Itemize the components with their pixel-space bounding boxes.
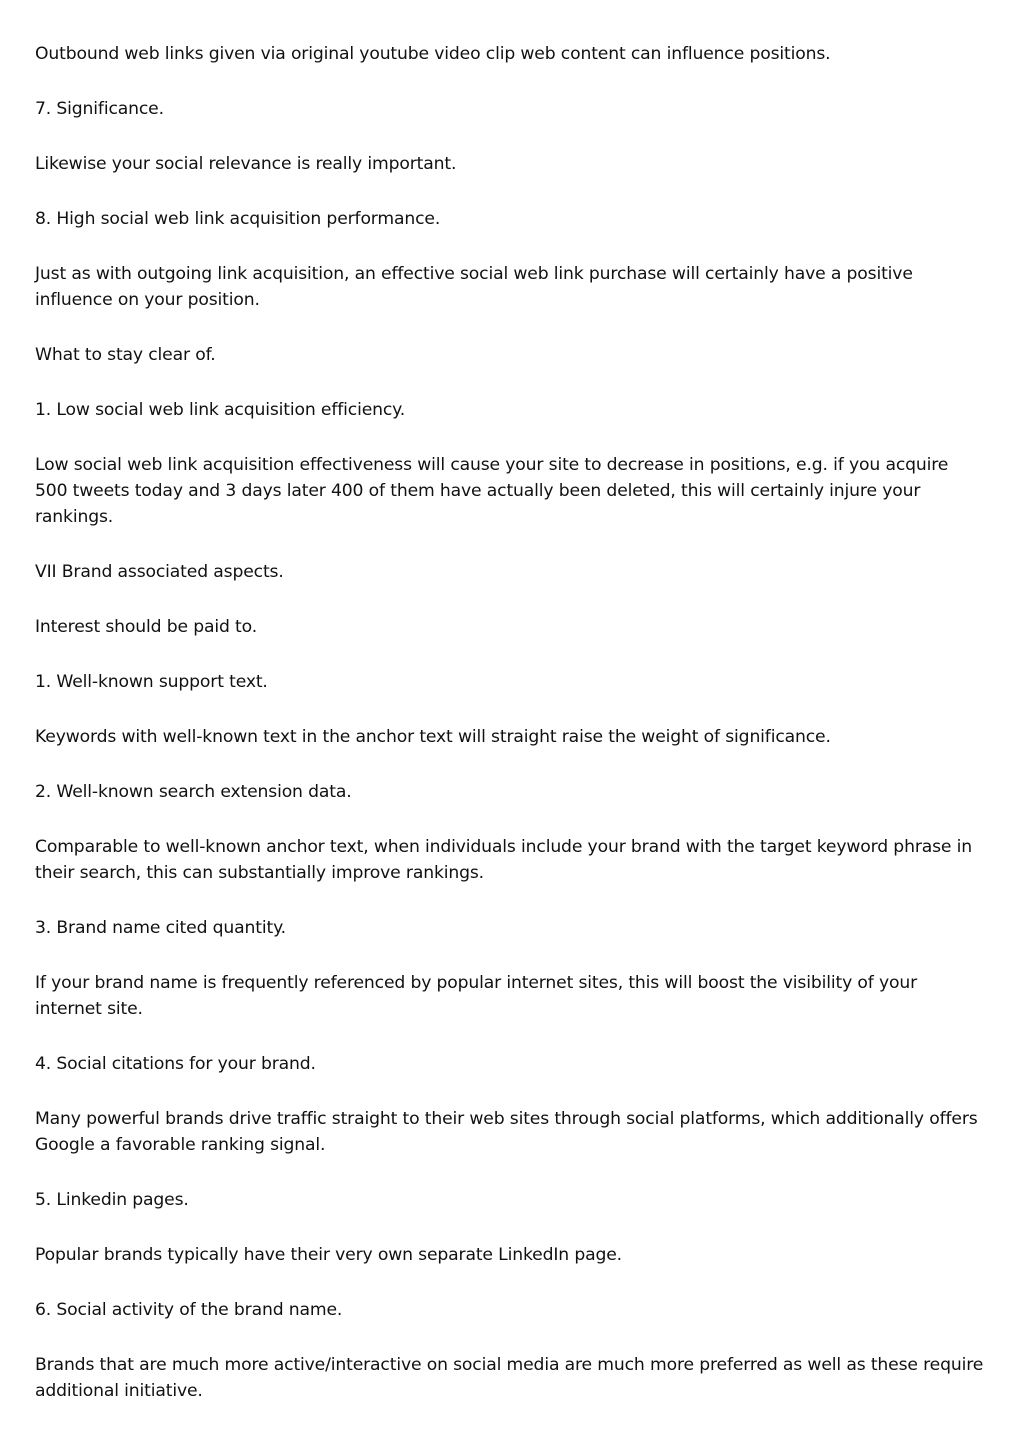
paragraph: Keywords with well-known text in the anchor text will straight raise the weight of significance. [35, 727, 831, 747]
section-heading: 2. Well-known search extension data. [35, 782, 352, 802]
section-heading: Interest should be paid to. [35, 617, 258, 637]
section-heading: 7. Significance. [35, 99, 164, 119]
document-page [35, 41, 985, 1433]
paragraph: Outbound web links given via original youtube video clip web content can influence positions. [35, 44, 831, 64]
section-heading: VII Brand associated aspects. [35, 562, 284, 582]
section-heading: 5. Linkedin pages. [35, 1190, 189, 1210]
paragraph: Comparable to well-known anchor text, when individuals include your brand with the target keyword phrase in their search, this can substantially improve rankings. [35, 837, 973, 883]
section-heading: 3. Brand name cited quantity. [35, 918, 286, 938]
section-heading: 6. Social activity of the brand name. [35, 1300, 343, 1320]
paragraph: Just as with outgoing link acquisition, an effective social web link purchase will certainly have a positive influence on your position. [35, 264, 913, 310]
paragraph: Likewise your social relevance is really important. [35, 154, 457, 174]
section-heading: 4. Social citations for your brand. [35, 1054, 316, 1074]
paragraph: Popular brands typically have their very own separate LinkedIn page. [35, 1245, 622, 1265]
section-heading: 1. Low social web link acquisition efficiency. [35, 400, 406, 420]
paragraph: Low social web link acquisition effectiveness will cause your site to decrease in positions, e.g. if you acquire 500 tweets today and 3 days later 400 of them have actually been deleted, this will certainly injure your rankings. [35, 455, 949, 527]
paragraph: Brands that are much more active/interactive on social media are much more preferred as well as these require additional initiative. [35, 1355, 984, 1401]
section-heading: 1. Well-known support text. [35, 672, 268, 692]
paragraph: Many powerful brands drive traffic straight to their web sites through social platforms, which additionally offers Google a favorable ranking signal. [35, 1109, 978, 1155]
section-heading: What to stay clear of. [35, 345, 216, 365]
paragraph: If your brand name is frequently referenced by popular internet sites, this will boost the visibility of your internet site. [35, 973, 918, 1019]
section-heading: 8. High social web link acquisition performance. [35, 209, 441, 229]
